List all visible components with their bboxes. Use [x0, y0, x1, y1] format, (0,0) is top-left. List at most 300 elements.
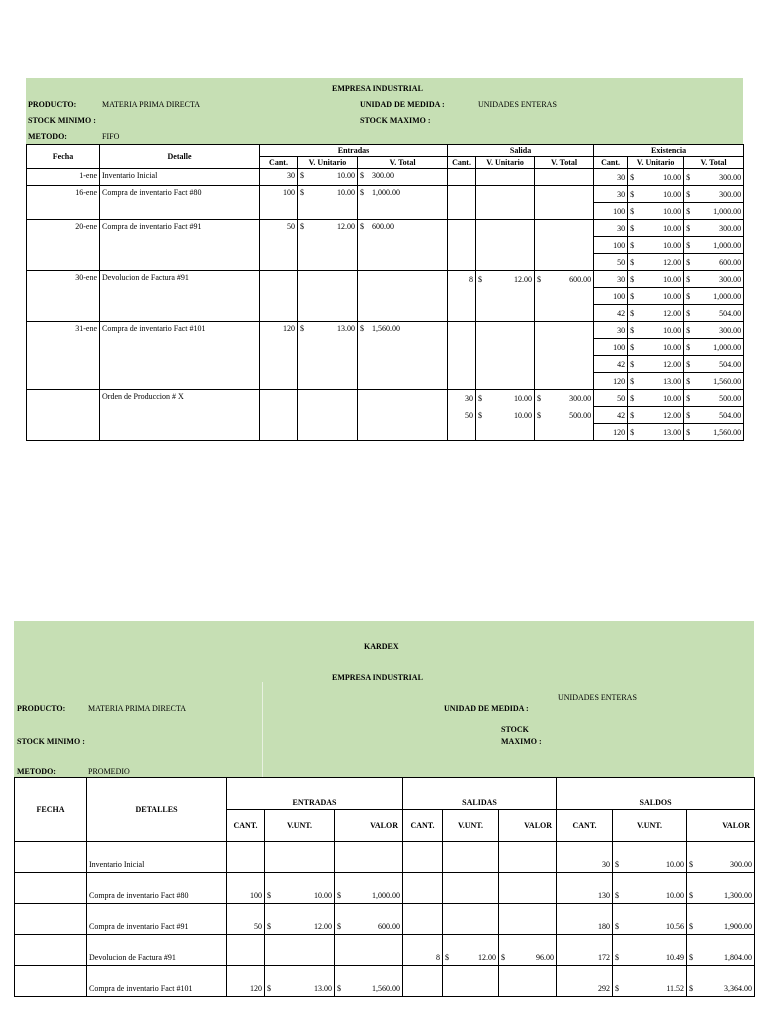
fifo-ex-vu-money	[630, 377, 681, 386]
fifo-ex-vt-cell	[684, 220, 744, 237]
fifo-ex-vu-money	[630, 428, 681, 437]
fifo-ex-vu-money	[630, 360, 681, 369]
fifo-detalle: Compra de inventario Fact #91	[100, 220, 260, 271]
fifo-ent-vunit: V. Unitario	[298, 157, 358, 169]
fifo-detalle: Compra de inventario Fact #80	[100, 186, 260, 220]
prom-sa-vt-amount: 1,300.00	[724, 891, 753, 900]
fifo-ent-vt-money	[360, 188, 445, 197]
fifo-sal-cant-cell	[448, 288, 476, 305]
currency-symbol: $	[686, 427, 691, 437]
fifo-ex-vu-amount: 10.00	[663, 189, 682, 199]
fifo-ex-vt-cell	[684, 169, 744, 186]
prom-detalle: Devolucion de Factura #91	[87, 935, 227, 966]
currency-symbol: $	[300, 324, 304, 333]
fifo-ex-cant-cell: 42	[594, 407, 628, 424]
fifo-ex-vt-amount: 300.00	[719, 223, 742, 233]
fifo-ex-vu-amount: 10.00	[663, 342, 682, 352]
prom-sal-cant-cell	[403, 966, 443, 997]
fifo-ex-vu-amount: 10.00	[663, 240, 682, 250]
prom-sa-valor: VALOR	[687, 810, 755, 842]
currency-symbol: $	[630, 410, 635, 420]
fifo-sal-vt-cell	[535, 305, 594, 322]
fifo-ex-cant-cell: 30	[594, 220, 628, 237]
fifo-row	[27, 186, 744, 203]
fifo-ex-vt-money	[686, 360, 741, 369]
fifo-ex-vu-money	[630, 394, 681, 403]
fifo-detalle: Devolucion de Factura #91	[100, 271, 260, 322]
fifo-sal-cant-cell	[448, 424, 476, 441]
fifo-table-body	[27, 169, 744, 441]
fifo-sal-vu-cell	[476, 288, 535, 305]
currency-symbol: $	[686, 257, 691, 267]
prom-ent-cant-cell	[227, 935, 265, 966]
fifo-ex-vu-cell	[628, 356, 684, 373]
prom-sa-cant-cell: 30	[557, 842, 613, 873]
currency-symbol: $	[615, 984, 620, 993]
prom-sa-vu-cell	[613, 873, 687, 904]
fifo-ex-vt-amount: 1,560.00	[713, 376, 742, 386]
fifo-ex-cant-cell: 30	[594, 322, 628, 339]
fifo-stock-min-label: STOCK MINIMO :	[28, 116, 96, 125]
prom-sa-cant: CANT.	[557, 810, 613, 842]
currency-symbol: $	[686, 376, 691, 386]
fifo-ex-vt-amount: 300.00	[719, 325, 742, 335]
fifo-sal-vu-money	[478, 275, 532, 284]
fifo-ex-vu-cell	[628, 424, 684, 441]
fifo-ex-vt-money	[686, 173, 741, 182]
currency-symbol: $	[686, 359, 691, 369]
prom-detalle: Compra de inventario Fact #101	[87, 966, 227, 997]
fifo-ex-vu-money	[630, 224, 681, 233]
currency-symbol: $	[267, 984, 271, 993]
fifo-ex-cant-cell: 30	[594, 169, 628, 186]
prom-ent-vt-cell	[335, 842, 403, 873]
prom-sal-vu-cell	[443, 904, 499, 935]
promedio-row	[15, 873, 755, 904]
fifo-sal-vt-cell	[535, 169, 594, 186]
fifo-detalle: Inventario Inicial	[100, 169, 260, 186]
prom-ent-vu-amount: 12.00	[314, 922, 332, 931]
fifo-row	[27, 271, 744, 288]
promedio-kardex-table	[14, 777, 755, 997]
fifo-detalle: Orden de Produccion # X	[100, 390, 260, 441]
prom-sa-vu-amount: 10.49	[666, 953, 685, 962]
prom-ent-vt-amount: 1,000.00	[372, 891, 401, 900]
fifo-ex-vt-amount: 300.00	[719, 189, 742, 199]
prom-sa-vt-money	[689, 984, 752, 993]
fifo-ex-vu-amount: 10.00	[663, 393, 682, 403]
fifo-sal-vt-cell	[535, 390, 594, 407]
fifo-ex-vt-cell	[684, 339, 744, 356]
fifo-fecha	[27, 390, 100, 441]
prom-sa-vt-cell	[687, 873, 755, 904]
promedio-metodo-label: METODO:	[17, 767, 56, 776]
currency-symbol: $	[686, 342, 691, 352]
fifo-ex-vu-cell	[628, 407, 684, 424]
fifo-ex-vt-amount: 300.00	[719, 172, 742, 182]
fifo-ex-cant-cell: 100	[594, 339, 628, 356]
fifo-ex-vu-amount: 13.00	[663, 427, 682, 437]
currency-symbol: $	[630, 189, 635, 199]
promedio-row	[15, 904, 755, 935]
fifo-ex-vt-cell	[684, 271, 744, 288]
fifo-fecha: 31-ene	[27, 322, 100, 390]
currency-symbol: $	[689, 984, 694, 993]
fifo-ex-vu-amount: 12.00	[663, 359, 682, 369]
promedio-header-divider	[262, 682, 263, 777]
fifo-sal-vt-cell	[535, 220, 594, 271]
currency-symbol: $	[478, 393, 483, 403]
fifo-ent-vu-amount: 10.00	[337, 171, 355, 180]
fifo-ent-vt-cell	[358, 169, 448, 186]
prom-detalle: Compra de inventario Fact #80	[87, 873, 227, 904]
fifo-ex-vu-cell	[628, 203, 684, 220]
fifo-row	[27, 220, 744, 237]
prom-sa-cant-cell: 292	[557, 966, 613, 997]
prom-sal-cant-cell: 8	[403, 935, 443, 966]
currency-symbol: $	[686, 308, 691, 318]
fifo-ex-vu-amount: 10.00	[663, 223, 682, 233]
promedio-producto-value: MATERIA PRIMA DIRECTA	[88, 704, 187, 713]
fifo-col-fecha: Fecha	[27, 145, 100, 169]
currency-symbol: $	[360, 171, 364, 180]
promedio-stock-max-label-1: STOCK	[501, 725, 529, 734]
fifo-sal-vt-money	[537, 394, 591, 403]
fifo-ent-vu-cell	[298, 322, 358, 390]
prom-ent-vt-amount: 1,560.00	[372, 984, 401, 993]
fifo-ex-vu-cell	[628, 288, 684, 305]
fifo-ex-vu-money	[630, 258, 681, 267]
prom-col-saldos: SALDOS	[557, 778, 755, 810]
prom-ent-vu-cell	[265, 935, 335, 966]
fifo-ent-vu-amount: 12.00	[337, 222, 355, 231]
fifo-sal-vu-amount: 10.00	[514, 393, 533, 403]
currency-symbol: $	[360, 188, 364, 197]
fifo-ex-vt-amount: 1,000.00	[713, 291, 742, 301]
fifo-ex-cant-cell: 100	[594, 237, 628, 254]
prom-fecha-cell	[15, 873, 87, 904]
fifo-ex-vt-money	[686, 258, 741, 267]
prom-fecha-cell	[15, 904, 87, 935]
fifo-unidad-value: UNIDADES ENTERAS	[478, 100, 557, 109]
fifo-ent-vt-money	[360, 171, 445, 180]
prom-sal-vu-amount: 12.00	[478, 953, 497, 962]
currency-symbol: $	[686, 172, 691, 182]
fifo-sal-cant: Cant.	[448, 157, 476, 169]
prom-ent-vu-cell	[265, 842, 335, 873]
fifo-ex-vu-cell	[628, 339, 684, 356]
promedio-metodo-value: PROMEDIO	[88, 767, 130, 776]
currency-symbol: $	[501, 953, 506, 962]
fifo-ent-vt-amount: 300.00	[372, 171, 394, 180]
fifo-ent-vu-cell	[298, 186, 358, 220]
fifo-ex-vt-cell	[684, 288, 744, 305]
fifo-ex-cant-cell: 100	[594, 288, 628, 305]
fifo-ent-vt-cell	[358, 220, 448, 271]
currency-symbol: $	[630, 206, 635, 216]
prom-col-entradas: ENTRADAS	[227, 778, 403, 810]
fifo-ex-cant-cell: 50	[594, 390, 628, 407]
fifo-col-existencia: Existencia	[594, 145, 744, 157]
fifo-ex-cant-cell: 30	[594, 186, 628, 203]
currency-symbol: $	[630, 342, 635, 352]
fifo-ex-vu-amount: 10.00	[663, 291, 682, 301]
fifo-ent-vt-cell	[358, 322, 448, 390]
fifo-ex-vt-cell	[684, 237, 744, 254]
fifo-ex-vu-money	[630, 309, 681, 318]
prom-ent-vt-money	[337, 984, 400, 993]
prom-sal-cant-cell	[403, 842, 443, 873]
prom-sa-cant-cell: 180	[557, 904, 613, 935]
currency-symbol: $	[337, 984, 341, 993]
fifo-unidad-label: UNIDAD DE MEDIDA :	[360, 100, 445, 109]
fifo-ex-vt-cell	[684, 322, 744, 339]
currency-symbol: $	[478, 274, 483, 284]
fifo-sal-vu-cell	[476, 186, 535, 220]
fifo-sal-cant-cell: 30	[448, 390, 476, 407]
fifo-ex-vt-amount: 500.00	[719, 393, 742, 403]
fifo-ex-vu-amount: 10.00	[663, 274, 682, 284]
currency-symbol: $	[360, 222, 364, 231]
prom-sal-cant-cell	[403, 873, 443, 904]
prom-col-fecha: FECHA	[15, 778, 87, 842]
currency-symbol: $	[686, 223, 691, 233]
fifo-sal-vt-amount: 600.00	[569, 274, 592, 284]
fifo-sal-vu-amount: 12.00	[514, 274, 533, 284]
prom-sa-vt-amount: 300.00	[730, 860, 753, 869]
fifo-sal-vu-cell	[476, 271, 535, 288]
prom-ent-vu-cell	[265, 966, 335, 997]
fifo-ex-vt-money	[686, 326, 741, 335]
prom-sal-cant: CANT.	[403, 810, 443, 842]
fifo-sal-vu-money	[478, 411, 532, 420]
fifo-ex-vt-cell	[684, 254, 744, 271]
fifo-sal-cant-cell	[448, 186, 476, 220]
prom-sa-vt-amount: 3,364.00	[724, 984, 753, 993]
prom-sal-vu-cell	[443, 935, 499, 966]
fifo-ent-cant-cell: 120	[260, 322, 298, 390]
prom-sa-vt-money	[689, 922, 752, 931]
prom-ent-cant-cell	[227, 842, 265, 873]
prom-ent-vt-money	[337, 922, 400, 931]
currency-symbol: $	[689, 860, 694, 869]
prom-sa-vu-cell	[613, 935, 687, 966]
fifo-ent-vu-amount: 10.00	[337, 188, 355, 197]
promedio-stock-min-label: STOCK MINIMO :	[17, 737, 85, 746]
fifo-kardex-table	[26, 144, 744, 441]
promedio-stock-max-label-2: MAXIMO :	[501, 737, 542, 746]
promedio-title: KARDEX	[364, 642, 399, 651]
fifo-ent-vu-money	[300, 324, 355, 333]
fifo-fecha: 16-ene	[27, 186, 100, 220]
prom-fecha-cell	[15, 966, 87, 997]
prom-sa-vt-money	[689, 891, 752, 900]
fifo-ent-vu-money	[300, 222, 355, 231]
fifo-sal-vu-cell	[476, 424, 535, 441]
fifo-ex-vt-cell	[684, 203, 744, 220]
fifo-ex-vu-cell	[628, 220, 684, 237]
promedio-producto-label: PRODUCTO:	[17, 704, 66, 713]
fifo-company: EMPRESA INDUSTRIAL	[332, 84, 423, 93]
fifo-ex-vt-cell	[684, 186, 744, 203]
fifo-ex-vt-money	[686, 411, 741, 420]
currency-symbol: $	[537, 393, 542, 403]
fifo-ex-vt-money	[686, 241, 741, 250]
fifo-ex-vt-money	[686, 309, 741, 318]
prom-ent-vt-money	[337, 891, 400, 900]
fifo-producto-label: PRODUCTO:	[28, 100, 77, 109]
currency-symbol: $	[686, 240, 691, 250]
fifo-ent-vu-cell	[298, 271, 358, 322]
fifo-ent-cant-cell: 50	[260, 220, 298, 271]
fifo-ex-vt-money	[686, 190, 741, 199]
fifo-ex-vu-money	[630, 411, 681, 420]
prom-ent-cant: CANT.	[227, 810, 265, 842]
fifo-ent-vu-cell	[298, 390, 358, 441]
fifo-col-detalle: Detalle	[100, 145, 260, 169]
currency-symbol: $	[630, 291, 635, 301]
promedio-row	[15, 966, 755, 997]
currency-symbol: $	[615, 860, 620, 869]
prom-ent-vt-cell	[335, 966, 403, 997]
fifo-ex-vt-cell	[684, 356, 744, 373]
fifo-sal-vu-cell	[476, 322, 535, 390]
fifo-sal-vt-cell	[535, 424, 594, 441]
fifo-ex-vu-cell	[628, 322, 684, 339]
prom-sa-vu-amount: 10.56	[666, 922, 685, 931]
currency-symbol: $	[686, 291, 691, 301]
fifo-ex-cant-cell: 120	[594, 373, 628, 390]
fifo-sal-vt-cell	[535, 322, 594, 390]
currency-symbol: $	[630, 393, 635, 403]
fifo-ex-vt-money	[686, 207, 741, 216]
fifo-producto-value: MATERIA PRIMA DIRECTA	[102, 100, 201, 109]
prom-sa-vt-amount: 1,804.00	[724, 953, 753, 962]
fifo-ex-vu-cell	[628, 271, 684, 288]
fifo-sal-cant-cell: 8	[448, 271, 476, 288]
fifo-ex-vt-money	[686, 224, 741, 233]
fifo-ent-vt-money	[360, 324, 445, 333]
fifo-sal-vu-amount: 10.00	[514, 410, 533, 420]
prom-sa-vu-amount: 10.00	[666, 891, 685, 900]
currency-symbol: $	[630, 308, 635, 318]
prom-ent-cant-cell: 50	[227, 904, 265, 935]
prom-ent-cant-cell: 120	[227, 966, 265, 997]
prom-sa-vu-money	[615, 891, 684, 900]
prom-ent-vt-cell	[335, 935, 403, 966]
currency-symbol: $	[630, 359, 635, 369]
fifo-ex-cant-cell: 120	[594, 424, 628, 441]
prom-sal-vt-cell	[499, 904, 557, 935]
prom-sal-vu-cell	[443, 873, 499, 904]
prom-sal-vu-money	[445, 953, 496, 962]
currency-symbol: $	[478, 410, 483, 420]
prom-ent-valor: VALOR	[335, 810, 403, 842]
prom-sa-vu-cell	[613, 904, 687, 935]
fifo-fecha: 1-ene	[27, 169, 100, 186]
prom-sal-vt-cell	[499, 842, 557, 873]
fifo-sal-vu-cell	[476, 305, 535, 322]
fifo-ent-vu-money	[300, 188, 355, 197]
prom-sa-vu-amount: 10.00	[666, 860, 685, 869]
fifo-ent-cant: Cant.	[260, 157, 298, 169]
prom-sal-vunt: V.UNT.	[443, 810, 499, 842]
fifo-ent-cant-cell: 100	[260, 186, 298, 220]
fifo-ent-vt-amount: 600.00	[372, 222, 394, 231]
prom-sal-vu-cell	[443, 842, 499, 873]
fifo-col-entradas: Entradas	[260, 145, 448, 157]
fifo-ex-vu-money	[630, 241, 681, 250]
currency-symbol: $	[300, 171, 304, 180]
prom-ent-cant-cell: 100	[227, 873, 265, 904]
currency-symbol: $	[537, 410, 542, 420]
currency-symbol: $	[686, 393, 691, 403]
fifo-row	[27, 169, 744, 186]
fifo-ex-vu-money	[630, 275, 681, 284]
prom-sa-vt-cell	[687, 904, 755, 935]
fifo-metodo-label: METODO:	[28, 132, 67, 141]
currency-symbol: $	[686, 274, 691, 284]
prom-sal-vu-cell	[443, 966, 499, 997]
fifo-ent-vt-amount: 1,000.00	[372, 188, 400, 197]
fifo-ex-vt-amount: 504.00	[719, 359, 742, 369]
fifo-fecha: 20-ene	[27, 220, 100, 271]
prom-ent-vunt: V.UNT.	[265, 810, 335, 842]
fifo-ex-vt-amount: 1,000.00	[713, 240, 742, 250]
currency-symbol: $	[686, 206, 691, 216]
fifo-ex-vu-money	[630, 173, 681, 182]
prom-ent-vt-amount: 600.00	[378, 922, 401, 931]
fifo-ex-vt-money	[686, 428, 741, 437]
prom-ent-vt-cell	[335, 904, 403, 935]
prom-sal-vt-amount: 96.00	[536, 953, 555, 962]
fifo-ex-vt-money	[686, 292, 741, 301]
fifo-ex-vt-amount: 504.00	[719, 410, 742, 420]
prom-sal-vt-cell	[499, 873, 557, 904]
fifo-ex-vt-cell	[684, 373, 744, 390]
fifo-stock-max-label: STOCK MAXIMO :	[360, 116, 431, 125]
currency-symbol: $	[630, 274, 635, 284]
fifo-sal-vt-cell	[535, 186, 594, 220]
fifo-ex-cant-cell: 100	[594, 203, 628, 220]
currency-symbol: $	[267, 922, 271, 931]
currency-symbol: $	[615, 891, 620, 900]
fifo-ex-vu-money	[630, 292, 681, 301]
prom-sa-vu-money	[615, 953, 684, 962]
prom-sal-valor: VALOR	[499, 810, 557, 842]
prom-sal-vt-money	[501, 953, 554, 962]
fifo-ex-cant-cell: 42	[594, 356, 628, 373]
fifo-detalle: Compra de inventario Fact #101	[100, 322, 260, 390]
fifo-ex-vu-cell	[628, 254, 684, 271]
fifo-ex-vu-money	[630, 207, 681, 216]
currency-symbol: $	[337, 922, 341, 931]
prom-detalle: Inventario Inicial	[87, 842, 227, 873]
fifo-sal-vt-amount: 500.00	[569, 410, 592, 420]
promedio-unidad-label: UNIDAD DE MEDIDA :	[444, 704, 529, 713]
promedio-row	[15, 842, 755, 873]
fifo-ent-vu-cell	[298, 220, 358, 271]
fifo-ex-vt-money	[686, 377, 741, 386]
currency-symbol: $	[630, 325, 635, 335]
fifo-sal-vt-amount: 300.00	[569, 393, 592, 403]
prom-sa-vu-money	[615, 984, 684, 993]
prom-sa-vt-cell	[687, 935, 755, 966]
fifo-sal-cant-cell: 50	[448, 407, 476, 424]
currency-symbol: $	[615, 953, 620, 962]
currency-symbol: $	[300, 222, 304, 231]
fifo-ex-cant-cell: 30	[594, 271, 628, 288]
